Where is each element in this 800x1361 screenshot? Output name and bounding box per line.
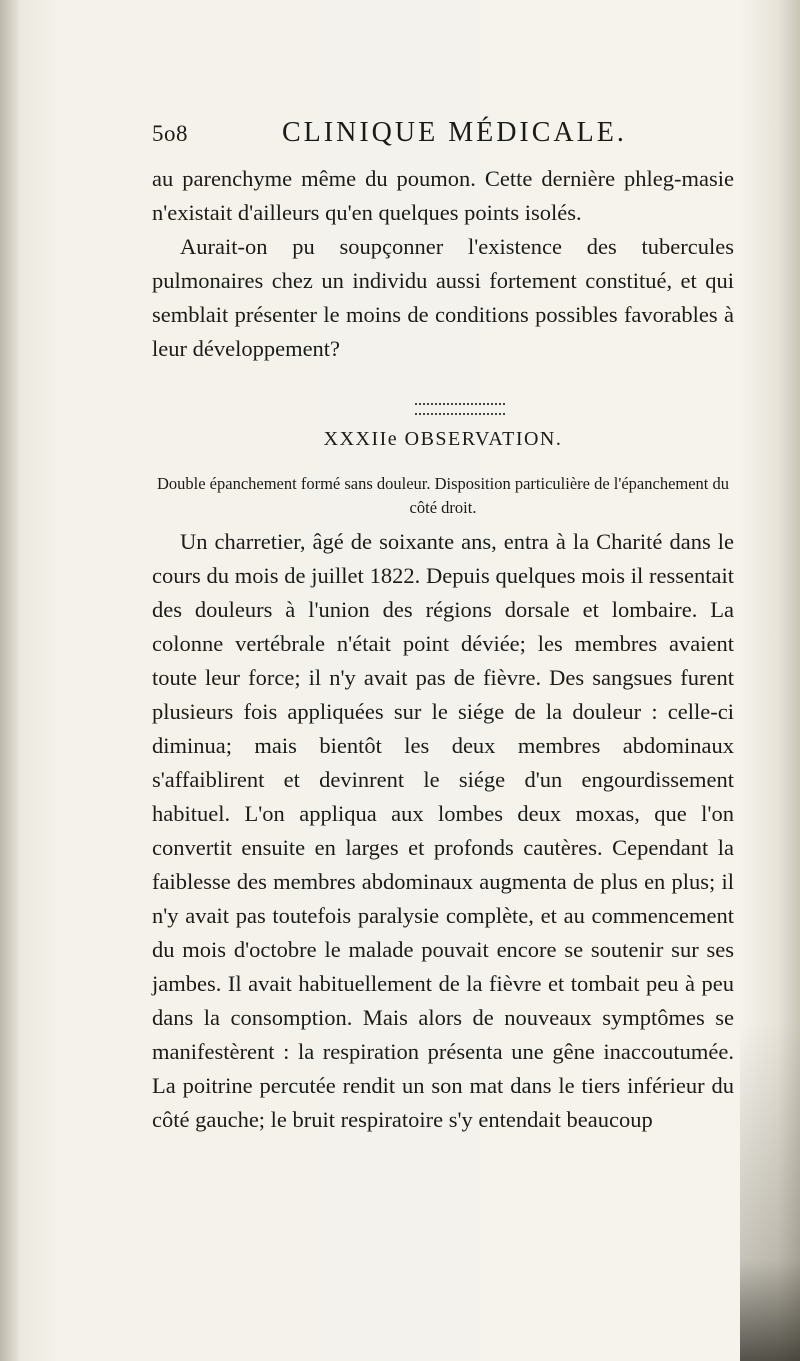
- paragraph-text: au parenchyme même du poumon. Cette dernière phleg-masie n'existait d'ailleurs qu'en quelques points isolés.: [152, 166, 734, 225]
- page-header: [152, 117, 732, 153]
- running-head: CLINIQUE MÉDICALE.: [282, 117, 627, 148]
- observation-body: [152, 525, 734, 1137]
- paragraph-text: Aurait-on pu soupçonner l'existence des tubercules pulmonaires chez un individu aussi fortement constitué, et qui semblait présenter le moins de conditions possibles favorables à leur développement?: [152, 234, 734, 361]
- section-ornament: [415, 403, 505, 415]
- paragraph-text: Un charretier, âgé de soixante ans, entra à la Charité dans le cours du mois de juillet 1822. Depuis quelques mois il ressentait des douleurs à l'union des régions dorsale et lombaire. La colonne vertébrale n'était point déviée; les membres avaient toute leur force; il n'y avait pas de fièvre. Des sangsues furent plusieurs fois appliquées sur le siége de la douleur : celle-ci diminua; mais bientôt les deux membres abdominaux s'affaiblirent et devinrent le siége d'un engourdissement habituel. L'on appliqua aux lombes deux moxas, que l'on convertit ensuite en larges et profonds cautères. Cependant la faiblesse des membres abdominaux augmenta de plus en plus; il n'y avait pas toutefois paralysie complète, et au commencement du mois d'octobre le malade pouvait encore se soutenir sur ses jambes. Il avait habituellement de la fièvre et tombait peu à peu dans la consomption. Mais alors de nouveaux symptômes se manifestèrent : la respiration présenta une gêne inaccoutumée. La poitrine percutée rendit un son mat dans le tiers inférieur du côté gauche; le bruit respiratoire s'y entendait beaucoup: [152, 529, 734, 1132]
- observation-title: XXXIIe OBSERVATION.: [323, 428, 563, 450]
- page-gutter-left: [0, 0, 18, 1361]
- page-corner-shadow: [740, 1021, 800, 1361]
- observation-summary: Double épanchement formé sans douleur. Disposition particulière de l'épanchement du côté droit.: [156, 474, 730, 517]
- continued-paragraph: [152, 162, 734, 366]
- page-number: 5o8: [152, 121, 188, 146]
